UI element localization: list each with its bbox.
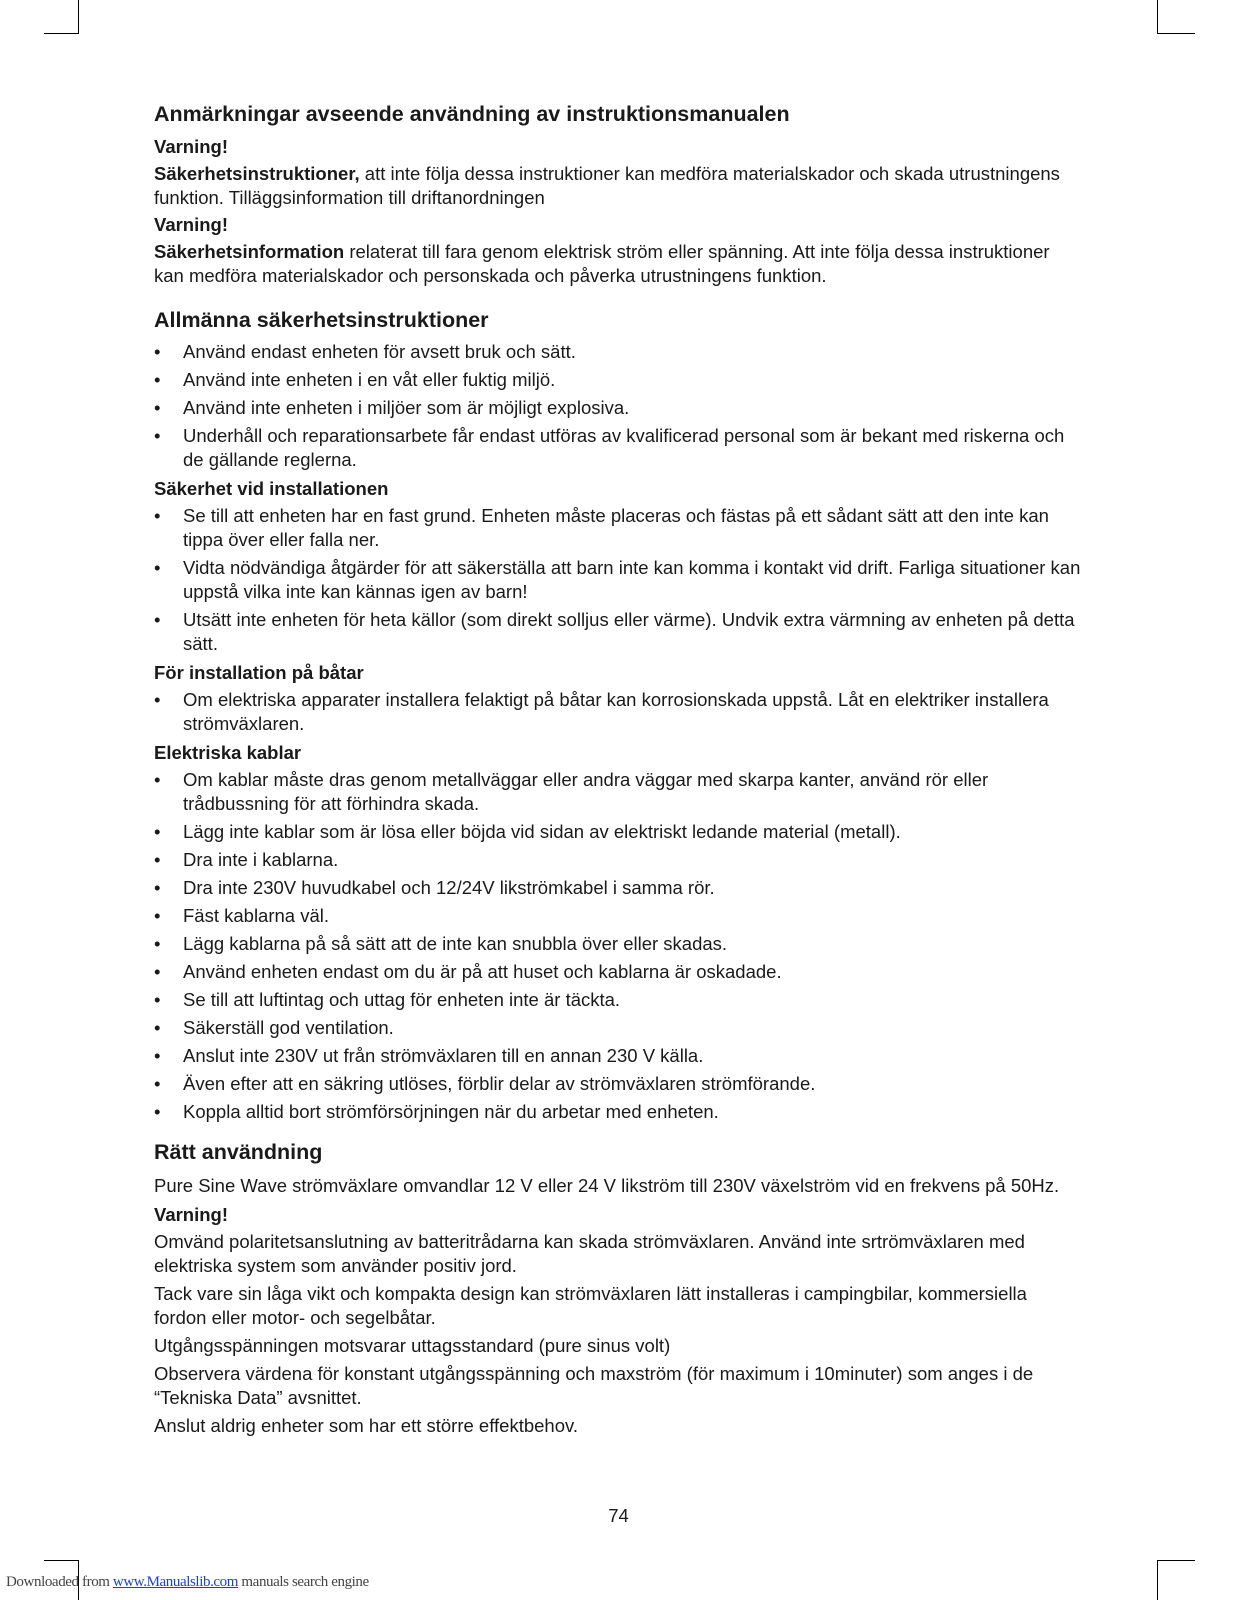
boat-installation-list — [154, 688, 1084, 736]
paragraph-installation: Tack vare sin låga vikt och kompakta design kan strömväxlaren lätt installeras i campingbilar, kommersiella fordon eller motor- och segelbåtar. — [154, 1283, 1027, 1328]
subheading-electrical-cables: Elektriska kablar — [154, 742, 302, 763]
paragraph-text: att inte följa dessa instruktioner kan medföra materialskador och skada utrustningens funktion. Tilläggsinformation till driftanordningen — [154, 163, 1060, 208]
section-heading-usage: Anmärkningar avseende användning av instruktionsmanualen — [154, 102, 790, 126]
footer-suffix: manuals search engine — [238, 1574, 369, 1590]
bullet: • — [154, 1101, 161, 1122]
installation-safety-list — [154, 504, 1084, 656]
list-item: • Lägg inte kablar som är lösa eller böjda vid sidan av elektriskt ledande material (metall). — [154, 821, 901, 842]
bullet: • — [154, 849, 161, 870]
section-heading-correct-use: Rätt användning — [154, 1140, 323, 1164]
warning-label: Varning! — [154, 1204, 229, 1225]
list-item: • Utsätt inte enheten för heta källor (som direkt solljus eller värme). Undvik extra värmning av enheten på detta sätt. — [154, 609, 1075, 654]
list-item: • Fäst kablarna väl. — [154, 905, 330, 926]
bullet: • — [154, 505, 161, 526]
crop-mark — [44, 1560, 79, 1561]
list-item: • Använd inte enheten i en våt eller fuktig miljö. — [154, 369, 556, 390]
bullet: • — [154, 341, 161, 362]
bullet: • — [154, 609, 161, 630]
list-item: • Lägg kablarna på så sätt att de inte kan snubbla över eller skadas. — [154, 933, 728, 954]
paragraph-output-voltage: Utgångsspänningen motsvarar uttagsstandard (pure sinus volt) — [154, 1335, 671, 1356]
list-item: • Vidta nödvändiga åtgärder för att säkerställa att barn inte kan komma i kontakt vid drift. Farliga situationer kan uppstå vilka inte kan kännas igen av barn! — [154, 557, 1081, 602]
subheading-boat-installation: För installation på båtar — [154, 662, 364, 683]
electrical-cables-list — [154, 768, 1084, 1124]
bullet: • — [154, 557, 161, 578]
bullet: • — [154, 905, 161, 926]
list-item: • Underhåll och reparationsarbete får endast utföras av kvalificerad personal som är bekant med riskerna och de gällande reglerna. — [154, 425, 1065, 470]
bold-term: Säkerhetsinformation — [154, 241, 345, 262]
list-item: • Om kablar måste dras genom metallväggar eller andra väggar med skarpa kanter, använd rör eller trådbussning för att förhindra skada. — [154, 769, 989, 814]
list-item: • Koppla alltid bort strömförsörjningen när du arbetar med enheten. — [154, 1101, 719, 1122]
list-item: • Även efter att en säkring utlöses, förblir delar av strömväxlaren strömförande. — [154, 1073, 816, 1094]
paragraph-polarity-warning: Omvänd polaritetsanslutning av batteritrådarna kan skada strömväxlaren. Använd inte srtrömväxlaren med elektriska system som använder positiv jord. — [154, 1231, 1025, 1276]
page-number: 74 — [608, 1505, 629, 1526]
bullet: • — [154, 1045, 161, 1066]
paragraph-safety-instructions — [154, 162, 1084, 210]
paragraph-technical-data: Observera värdena för konstant utgångsspänning och maxström (för maximum i 10minuter) som anges i de “Tekniska Data” avsnittet. — [154, 1363, 1034, 1408]
list-item: • Använd inte enheten i miljöer som är möjligt explosiva. — [154, 397, 630, 418]
general-safety-list — [154, 340, 1084, 472]
crop-mark — [44, 33, 79, 34]
bullet: • — [154, 689, 161, 710]
list-item: • Dra inte 230V huvudkabel och 12/24V likströmkabel i samma rör. — [154, 877, 715, 898]
bullet: • — [154, 769, 161, 790]
page-content — [154, 100, 1084, 1438]
download-footer — [6, 1574, 369, 1591]
list-item: • Anslut inte 230V ut från strömväxlaren till en annan 230 V källa. — [154, 1045, 704, 1066]
bullet: • — [154, 933, 161, 954]
crop-mark — [1157, 33, 1195, 34]
warning-label: Varning! — [154, 136, 229, 157]
bullet: • — [154, 425, 161, 446]
bold-term: Säkerhetsinstruktioner, — [154, 163, 360, 184]
bullet: • — [154, 1073, 161, 1094]
list-item: • Se till att enheten har en fast grund. Enheten måste placeras och fästas på ett sådant sätt att den inte kan tippa över eller falla ner. — [154, 505, 1049, 550]
manualslib-link[interactable]: www.Manualslib.com — [112, 1574, 239, 1590]
bullet: • — [154, 369, 161, 390]
list-item: • Dra inte i kablarna. — [154, 849, 339, 870]
crop-mark — [78, 0, 79, 34]
bullet: • — [154, 877, 161, 898]
warning-label: Varning! — [154, 214, 229, 235]
list-item: • Använd endast enheten för avsett bruk och sätt. — [154, 341, 576, 362]
crop-mark — [1157, 0, 1158, 34]
paragraph-safety-information — [154, 240, 1084, 288]
footer-prefix: Downloaded from — [6, 1574, 113, 1590]
bullet: • — [154, 961, 161, 982]
list-item: • Säkerställ god ventilation. — [154, 1017, 394, 1038]
bullet: • — [154, 397, 161, 418]
list-item: • Se till att luftintag och uttag för enheten inte är täckta. — [154, 989, 621, 1010]
bullet: • — [154, 821, 161, 842]
section-heading-general-safety: Allmänna säkerhetsinstruktioner — [154, 308, 489, 332]
paragraph-description: Pure Sine Wave strömväxlare omvandlar 12 V eller 24 V likström till 230V växelström vid en frekvens på 50Hz. — [154, 1175, 1060, 1196]
list-item: • Använd enheten endast om du är på att huset och kablarna är oskadade. — [154, 961, 782, 982]
paragraph-text: relaterat till fara genom elektrisk ström eller spänning. Att inte följa dessa instruktioner kan medföra materialskador och personskada och påverka utrustningens funktion. — [154, 241, 1050, 286]
crop-mark — [1157, 1560, 1195, 1561]
subheading-installation-safety: Säkerhet vid installationen — [154, 478, 389, 499]
list-item: • Om elektriska apparater installera felaktigt på båtar kan korrosionskada uppstå. Låt en elektriker installera strömväxlaren. — [154, 689, 1049, 734]
crop-mark — [1157, 1560, 1158, 1600]
paragraph-power-demand: Anslut aldrig enheter som har ett större effektbehov. — [154, 1415, 579, 1436]
bullet: • — [154, 1017, 161, 1038]
bullet: • — [154, 989, 161, 1010]
